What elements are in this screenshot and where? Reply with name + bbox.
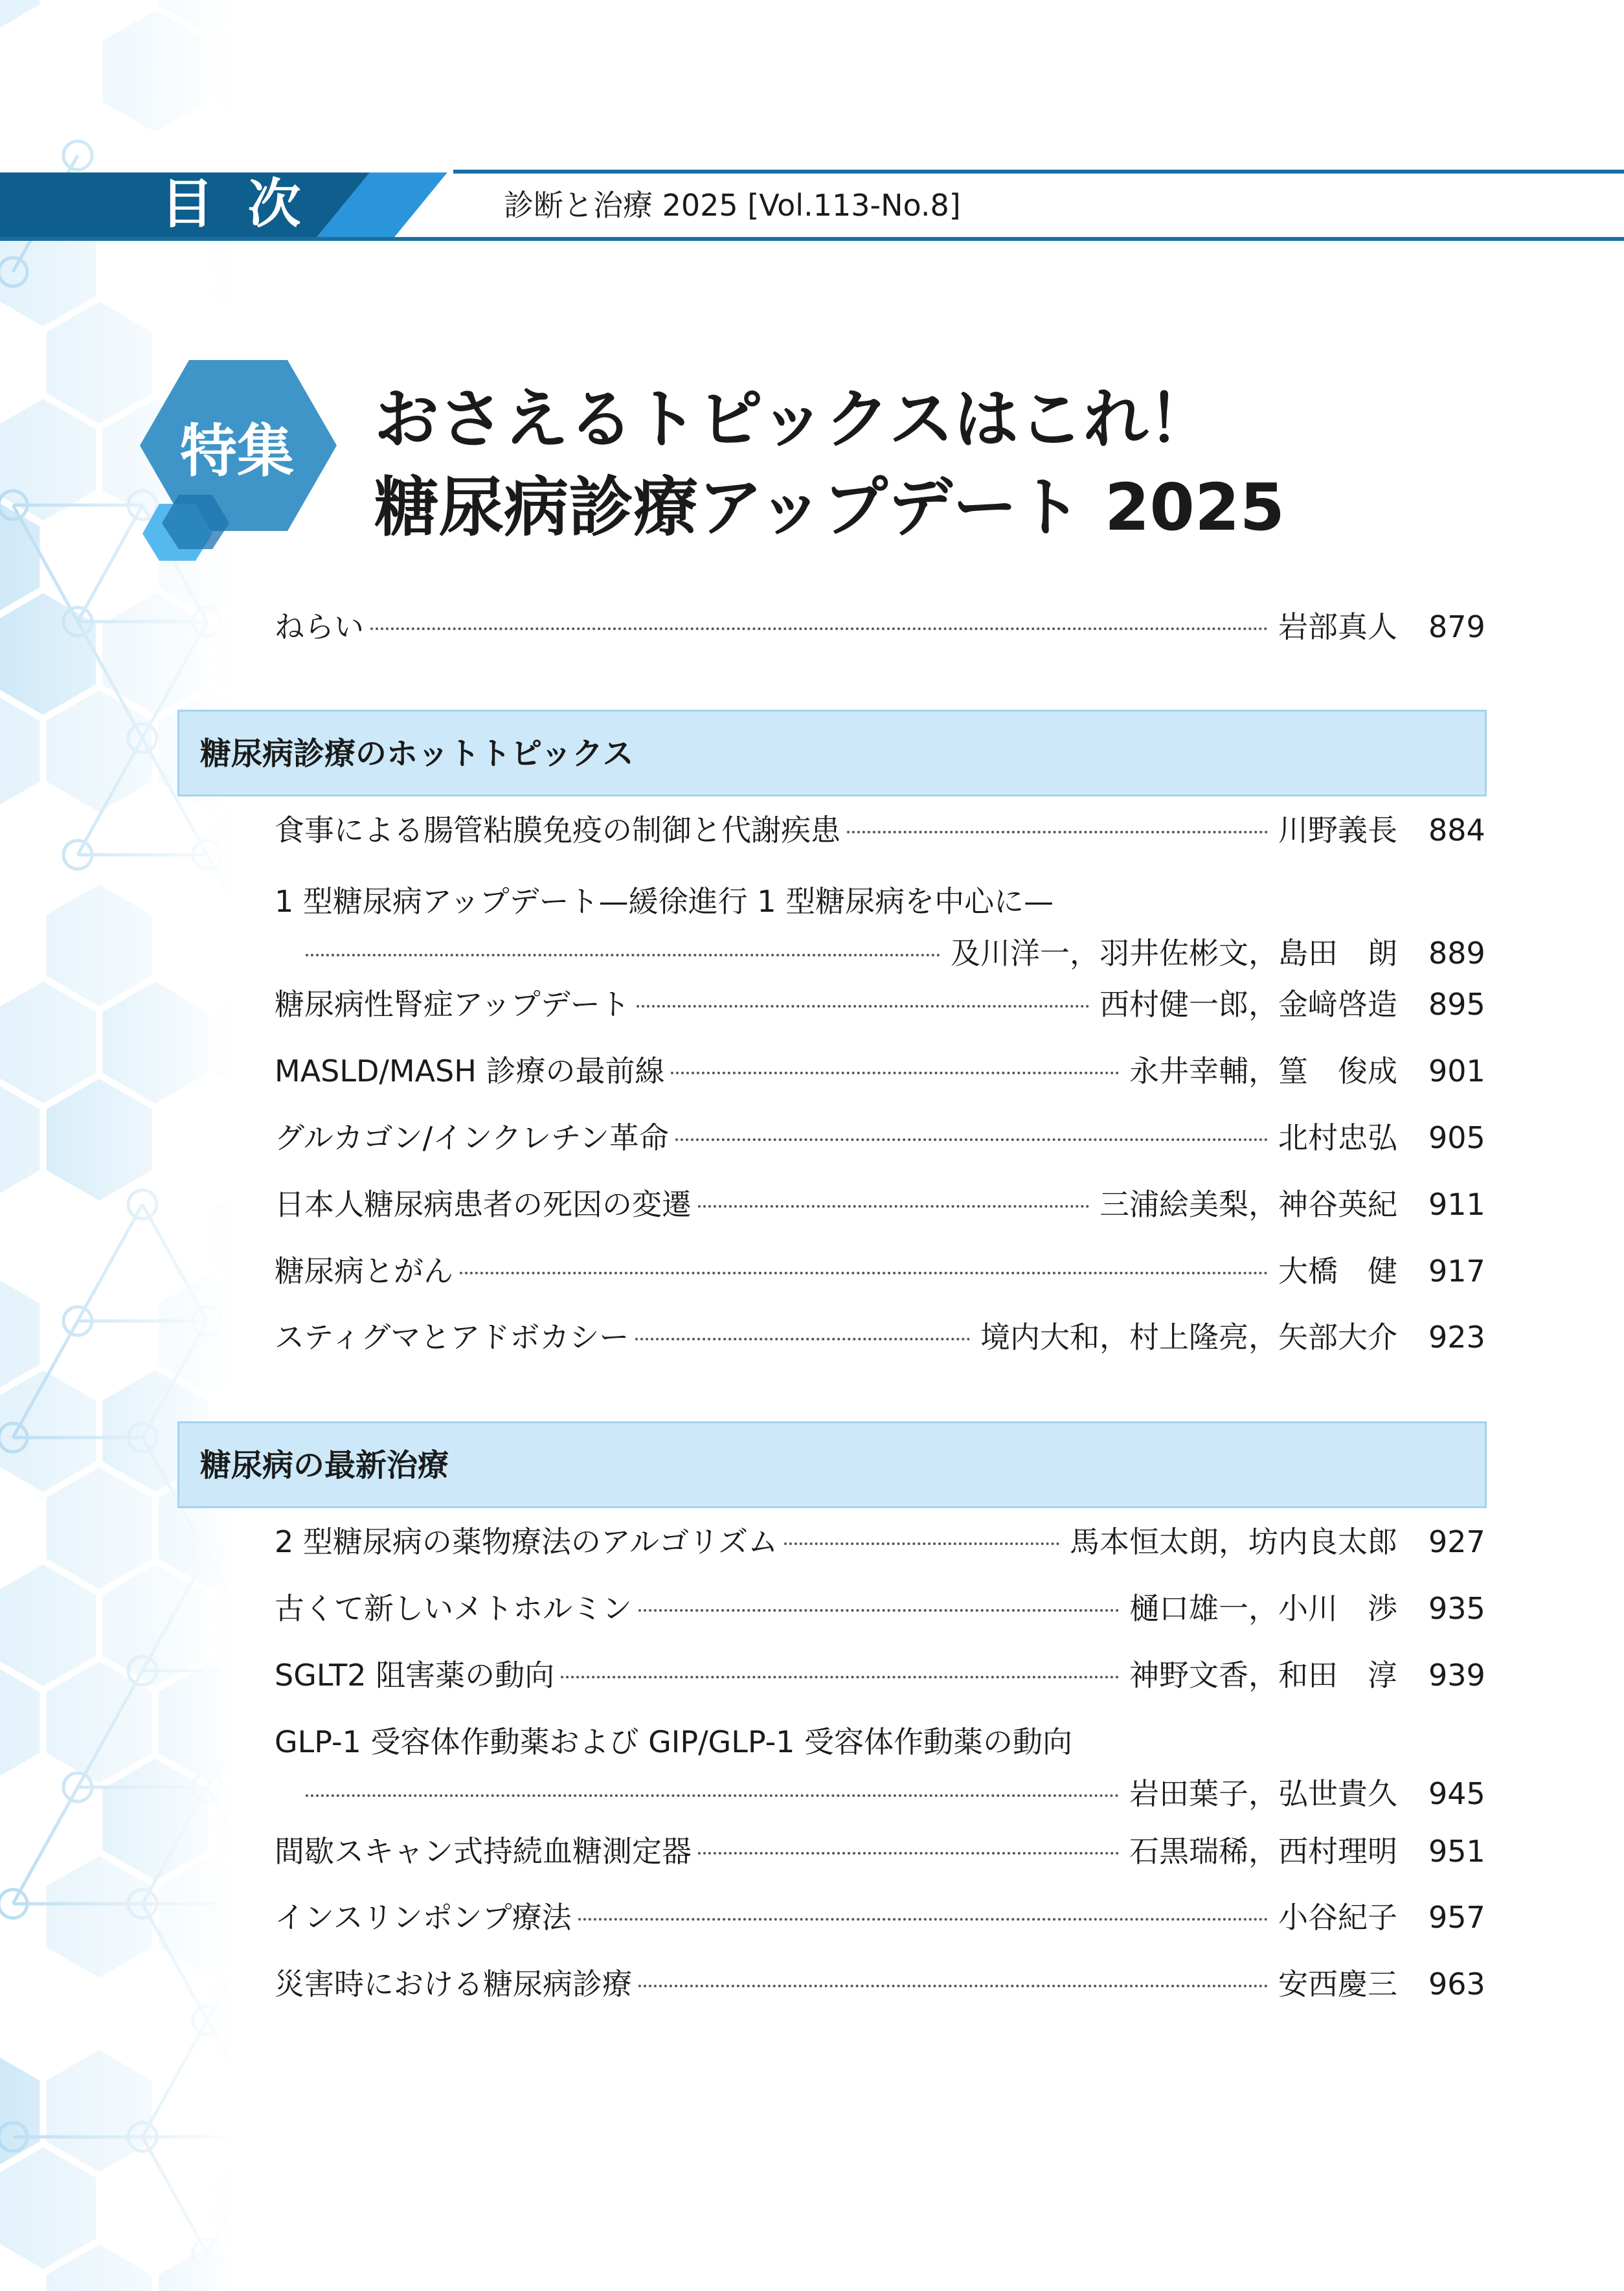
toc-item-title: 1 型糖尿病アップデート—緩徐進行 1 型糖尿病を中心に—	[275, 884, 1054, 919]
toc-item-page: 963	[1428, 1967, 1485, 2002]
toc-item-authors: 石黒瑞稀，西村理明	[1129, 1834, 1397, 1869]
toc-item-page: 895	[1428, 987, 1485, 1022]
toc-item-authors: 西村健一郎，金﨑啓造	[1100, 987, 1397, 1022]
toc-item-title: SGLT2 阻害薬の動向	[275, 1658, 555, 1693]
dot-leader	[638, 1985, 1268, 1987]
dot-leader	[635, 1338, 970, 1340]
dot-leader	[460, 1272, 1268, 1274]
toc-item-title: ねらい	[275, 609, 364, 644]
toc-item-title: 古くて新しいメトホルミン	[275, 1591, 632, 1626]
toc-item-authors: 大橋 健	[1278, 1254, 1397, 1289]
toc-item-page: 917	[1428, 1254, 1485, 1289]
toc-item-row[interactable]	[0, 1716, 1624, 1820]
toc-item-row[interactable]	[0, 1179, 1624, 1230]
section-heading: 糖尿病診療のホットトピックス	[200, 736, 634, 772]
toc-item-authors: 馬本恒太朗，坊内良太郎	[1070, 1524, 1397, 1559]
toc-item-authors: 安西慶三	[1278, 1967, 1397, 2002]
toc-item-authors: 樋口雄一，小川 渉	[1129, 1591, 1397, 1626]
dot-leader	[306, 954, 940, 956]
toc-item-title: 災害時における糖尿病診療	[275, 1967, 632, 2002]
toc-item-page: 935	[1428, 1591, 1485, 1626]
dot-leader	[675, 1138, 1268, 1141]
dot-leader	[847, 831, 1268, 833]
toc-item-page: 911	[1428, 1187, 1485, 1222]
issue-info: 診断と治療 2025 [Vol.113-No.8]	[504, 188, 961, 223]
toc-item-title: 食事による腸管粘膜免疫の制御と代謝疾患	[275, 813, 840, 848]
toc-item-page: 957	[1428, 1900, 1485, 1935]
feature-title-line-2: 糖尿病診療アップデート 2025	[374, 469, 1285, 545]
toc-item-row[interactable]	[0, 1891, 1624, 1943]
toc-item-authors: 岩部真人	[1278, 609, 1397, 644]
toc-item-title: 糖尿病とがん	[275, 1254, 453, 1289]
toc-item-page: 905	[1428, 1120, 1485, 1155]
toc-item-authors: 境内大和，村上隆亮，矢部大介	[980, 1320, 1397, 1355]
section-band	[177, 710, 1487, 796]
dot-leader	[671, 1072, 1119, 1074]
toc-item-title: MASLD/MASH 診療の最前線	[275, 1054, 665, 1089]
toc-item-page: 939	[1428, 1658, 1485, 1693]
toc-item-authors: 神野文香，和田 淳	[1129, 1658, 1397, 1693]
toc-item-page: 889	[1428, 936, 1485, 971]
toc-item-authors: 三浦絵美梨，神谷英紀	[1100, 1187, 1397, 1222]
toc-intro-row[interactable]	[0, 601, 1624, 653]
toc-item-title: 糖尿病性腎症アップデート	[275, 987, 630, 1022]
dot-leader	[698, 1852, 1119, 1855]
section-band	[177, 1421, 1487, 1508]
toc-item-row[interactable]	[0, 978, 1624, 1030]
toc-item-page: 945	[1428, 1776, 1485, 1811]
toc-item-title: インスリンポンプ療法	[275, 1900, 572, 1935]
toc-item-page: 901	[1428, 1054, 1485, 1089]
toc-item-authors: 川野義長	[1278, 813, 1397, 848]
toc-item-title: スティグマとアドボカシー	[275, 1320, 629, 1355]
toc-item-title: GLP-1 受容体作動薬および GIP/GLP-1 受容体作動薬の動向	[275, 1724, 1073, 1759]
toc-item-row[interactable]	[0, 1516, 1624, 1568]
toc-item-title: 間歇スキャン式持続血糖測定器	[275, 1834, 692, 1869]
toc-item-page: 927	[1428, 1524, 1485, 1559]
toc-item-page: 879	[1428, 609, 1485, 644]
toc-item-row[interactable]	[0, 804, 1624, 856]
dot-leader	[784, 1542, 1059, 1545]
dot-leader	[561, 1676, 1119, 1678]
toc-item-title: グルカゴン/インクレチン革命	[275, 1120, 669, 1155]
dot-leader	[370, 627, 1268, 630]
contents-heading: 目 次	[161, 174, 309, 235]
toc-item-authors: 岩田葉子，弘世貴久	[1129, 1776, 1397, 1811]
toc-item-page: 884	[1428, 813, 1485, 848]
toc-item-title: 日本人糖尿病患者の死因の変遷	[275, 1187, 692, 1222]
dot-leader	[698, 1205, 1089, 1208]
toc-item-authors: 及川洋一，羽井佐彬文，島田 朗	[951, 936, 1397, 971]
dot-leader	[578, 1918, 1268, 1921]
toc-item-row[interactable]	[0, 1583, 1624, 1634]
dot-leader	[306, 1794, 1119, 1797]
toc-item-authors: 小谷紀子	[1278, 1900, 1397, 1935]
toc-item-row[interactable]	[0, 1958, 1624, 2010]
toc-item-row[interactable]	[0, 875, 1624, 979]
toc-item-row[interactable]	[0, 1311, 1624, 1363]
toc-item-row[interactable]	[0, 1045, 1624, 1097]
toc-item-row[interactable]	[0, 1112, 1624, 1164]
section-heading: 糖尿病の最新治療	[200, 1447, 449, 1484]
toc-item-page: 951	[1428, 1834, 1485, 1869]
toc-item-row[interactable]	[0, 1649, 1624, 1701]
toc-item-title: 2 型糖尿病の薬物療法のアルゴリズム	[275, 1524, 778, 1559]
dot-leader	[637, 1005, 1089, 1008]
toc-item-page: 923	[1428, 1320, 1485, 1355]
toc-item-authors: 永井幸輔，篁 俊成	[1129, 1054, 1397, 1089]
dot-leader	[638, 1609, 1119, 1612]
feature-title-line-1: おさえるトピックスはこれ！	[374, 381, 1213, 457]
toc-item-row[interactable]	[0, 1245, 1624, 1297]
toc-item-authors: 北村忠弘	[1278, 1120, 1397, 1155]
toc-item-row[interactable]	[0, 1825, 1624, 1877]
feature-badge-label: 特集	[179, 418, 294, 484]
